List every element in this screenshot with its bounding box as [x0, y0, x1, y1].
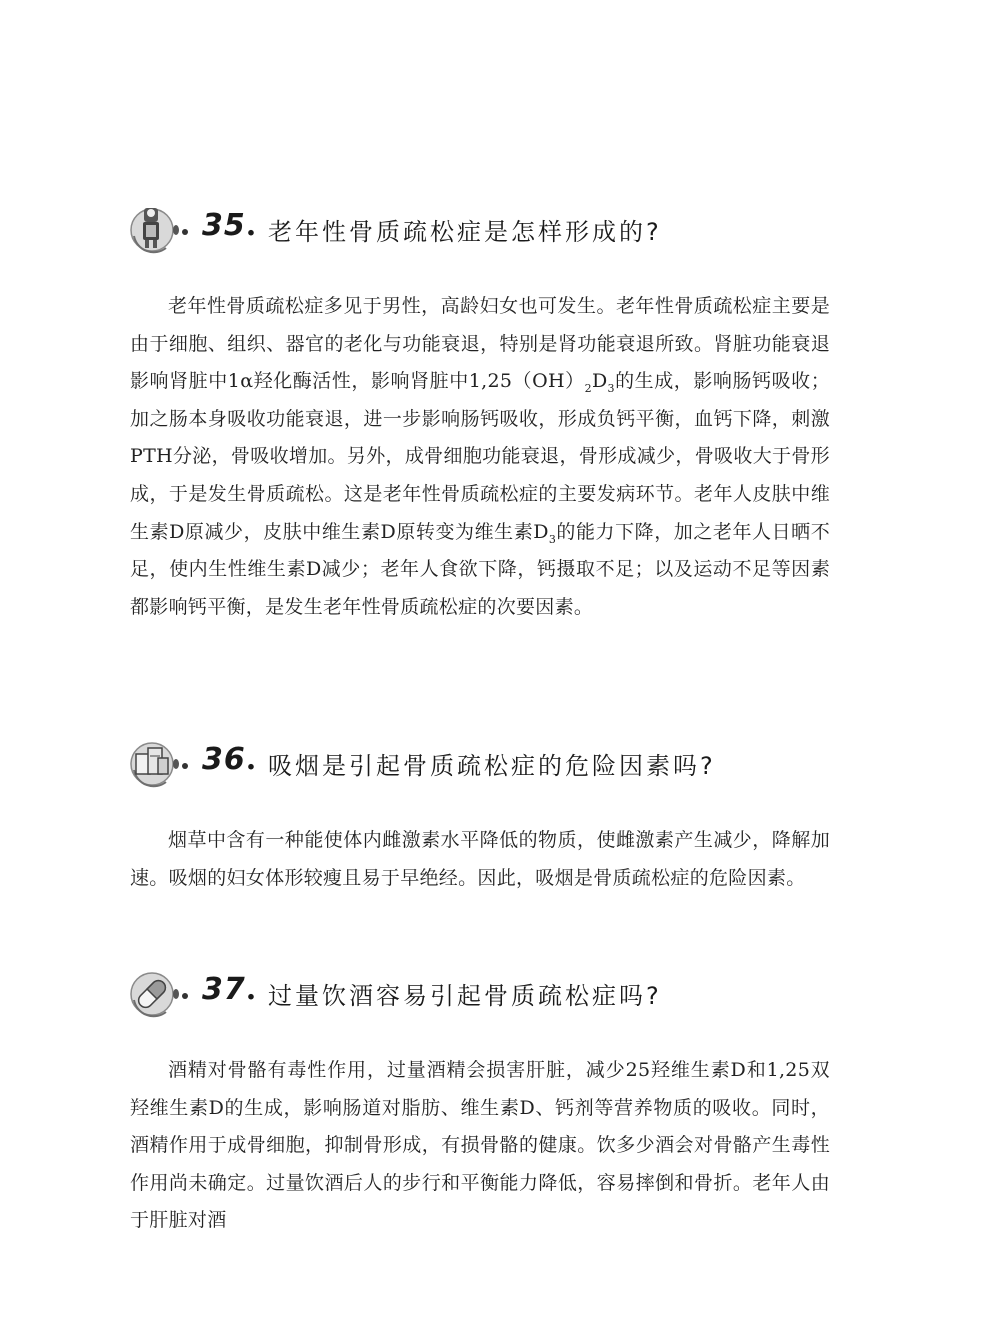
question-title: 过量饮酒容易引起骨质疏松症吗? — [268, 982, 662, 1010]
question-title: 吸烟是引起骨质疏松症的危险因素吗? — [268, 752, 716, 780]
text-run: D — [591, 370, 608, 393]
section-37 — [130, 966, 830, 1240]
text-run: 老年性骨质疏松症多见于男性，高龄妇女也可发生。老年性骨质疏松症主要是由于细胞、组织、器官的老化与功能衰退，特别是肾功能衰退所致。肾脏功能衰退影响肾脏中1α羟化酶活性，影响肾脏中1,25（OH） — [130, 295, 830, 393]
question-number: 36. — [202, 742, 258, 777]
medicine-boxes-icon — [130, 736, 192, 792]
section-heading — [130, 202, 830, 258]
text-run: 的能力下降，加之老年人日晒不足，使内生性维生素D减少；老年人食欲下降，钙摄取不足；以及运动不足等因素都影响钙平衡，是发生老年性骨质疏松症的次要因素。 — [130, 520, 830, 618]
section-36 — [130, 736, 830, 897]
answer-paragraph — [130, 288, 830, 626]
elderly-figure-icon — [130, 202, 192, 258]
section-35 — [130, 202, 830, 626]
section-heading — [130, 736, 830, 792]
answer-paragraph: 酒精对骨骼有毒性作用，过量酒精会损害肝脏，减少25羟维生素D和1,25双羟维生素D的生成，影响肠道对脂肪、维生素D、钙剂等营养物质的吸收。同时，酒精作用于成骨细胞，抑制骨形成，有损骨骼的健康。饮多少酒会对骨骼产生毒性作用尚未确定。过量饮酒后人的步行和平衡能力降低，容易摔倒和骨折。老年人由于肝脏对酒 — [130, 1059, 830, 1232]
section-heading — [130, 966, 830, 1022]
text-run: 的生成，影响肠钙吸收；加之肠本身吸收功能衰退，进一步影响肠钙吸收，形成负钙平衡，血钙下降，刺激PTH分泌，骨吸收增加。另外，成骨细胞功能衰退，骨形成减少，骨吸收大于骨形成，于是发生骨质疏松。这是老年性骨质疏松症的主要发病环节。老年人皮肤中维生素D原减少，皮肤中维生素D原转变为维生素D — [130, 370, 830, 543]
subscript: 2 — [584, 381, 592, 395]
question-number: 35. — [202, 208, 258, 243]
answer-paragraph: 烟草中含有一种能使体内雌激素水平降低的物质，使雌激素产生减少，降解加速。吸烟的妇女体形较瘦且易于早绝经。因此，吸烟是骨质疏松症的危险因素。 — [130, 829, 830, 889]
question-title: 老年性骨质疏松症是怎样形成的? — [268, 218, 662, 246]
subscript: 3 — [607, 381, 615, 395]
subscript: 3 — [548, 532, 557, 546]
question-number: 37. — [202, 972, 258, 1007]
capsule-icon — [130, 966, 192, 1022]
